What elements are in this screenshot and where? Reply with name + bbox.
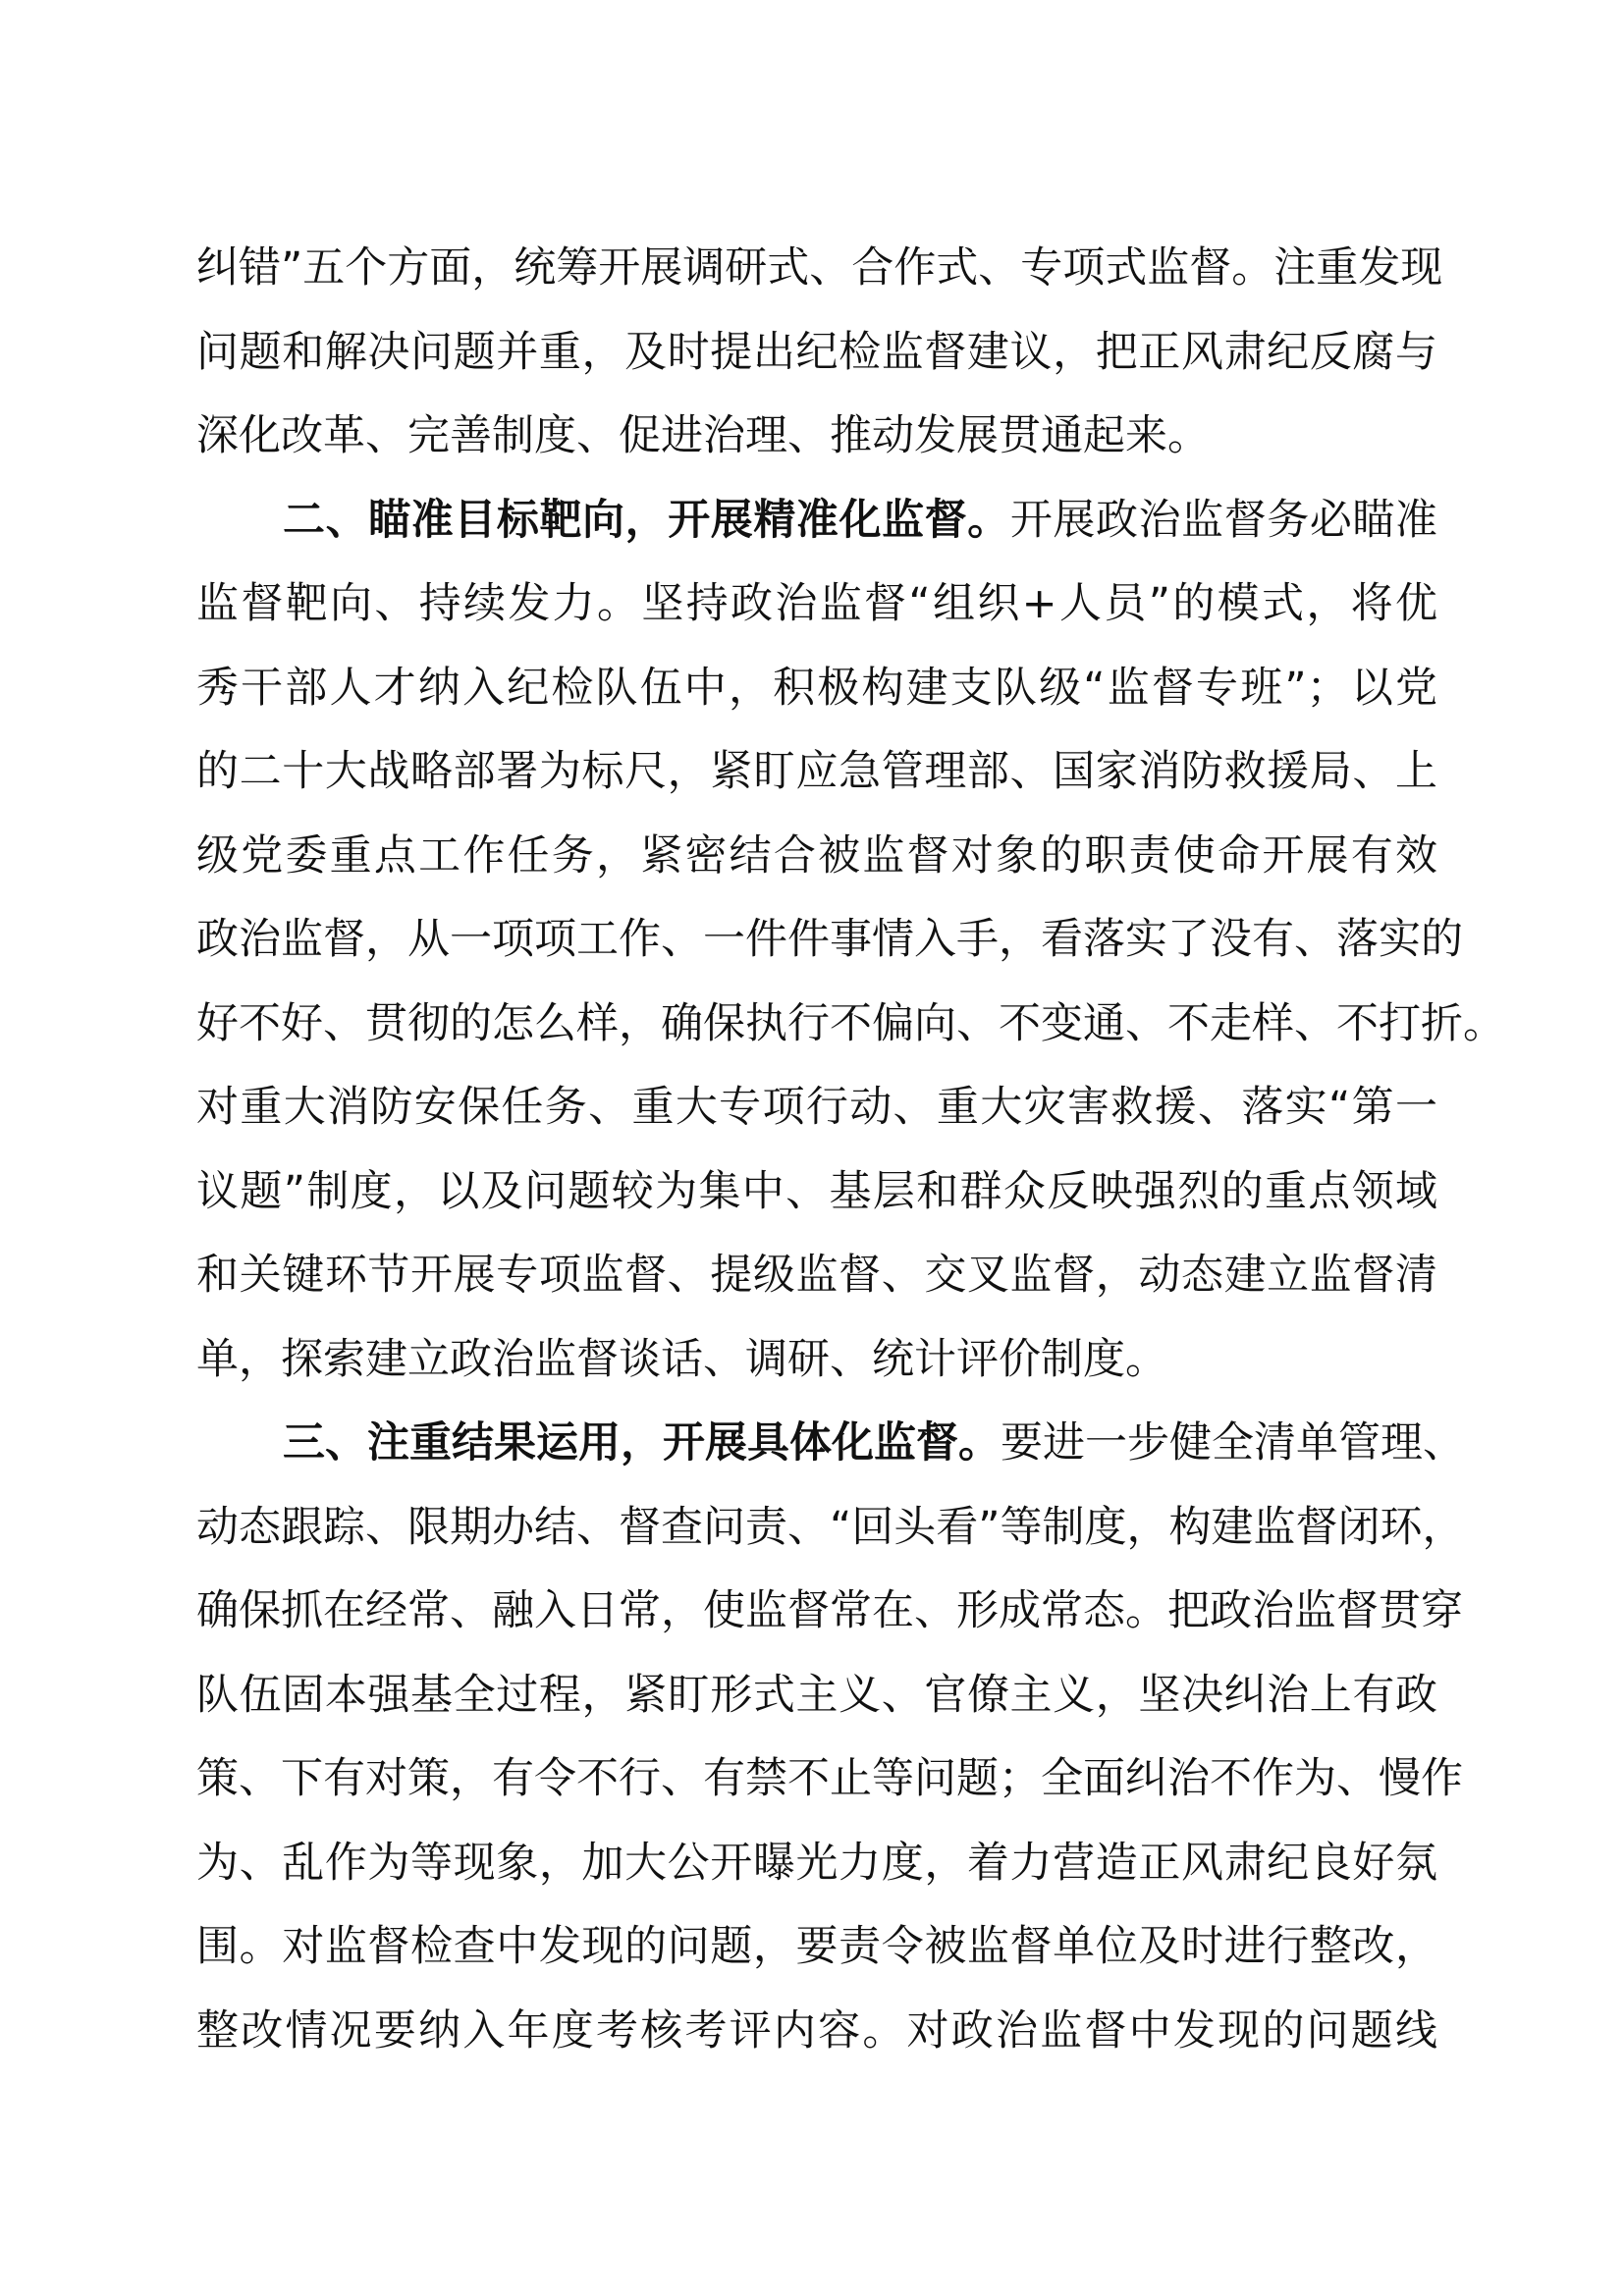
heading-line bbox=[196, 479, 1437, 563]
text-line: 级党委重点工作任务，紧密结合被监督对象的职责使命开展有效 bbox=[196, 830, 1437, 881]
text-line: 确保抓在经常、融入日常，使监督常在、形成常态。把政治监督贯穿 bbox=[196, 1586, 1463, 1635]
paragraph-2 bbox=[196, 479, 1505, 1403]
text-line: 单，探索建立政治监督谈话、调研、统计评价制度。 bbox=[196, 1334, 1167, 1384]
text-line: 围。对监督检查中发现的问题，要责令被监督单位及时进行整改， bbox=[196, 1922, 1437, 1971]
text-line: 整改情况要纳入年度考核考评内容。对政治监督中发现的问题线 bbox=[196, 2005, 1437, 2056]
text-line: 队伍固本强基全过程，紧盯形式主义、官僚主义，坚决纠治上有政 bbox=[196, 1670, 1437, 1720]
text-line: 问题和解决问题并重，及时提出纪检监督建议，把正风肃纪反腐与 bbox=[196, 327, 1437, 377]
text-span: 开展政治监督务必瞄准 bbox=[1009, 495, 1438, 545]
text-line: 动态跟踪、限期办结、督查问责、“回头看”等制度，构建监督闭环， bbox=[196, 1502, 1465, 1552]
text-span: 要进一步健全清单管理、 bbox=[1001, 1418, 1465, 1468]
document-page bbox=[196, 227, 1505, 2073]
text-line: 秀干部人才纳入纪检队伍中，积极构建支队级“监督专班”；以党 bbox=[196, 663, 1437, 713]
paragraph-1 bbox=[196, 227, 1443, 479]
text-line: 为、乱作为等现象，加大公开曝光力度，着力营造正风肃纪良好氛 bbox=[196, 1838, 1437, 1888]
text-line: 和关键环节开展专项监督、提级监督、交叉监督，动态建立监督清 bbox=[196, 1251, 1437, 1300]
paragraph-3 bbox=[196, 1402, 1465, 2073]
text-line: 监督靶向、持续发力。坚持政治监督“组织+人员”的模式，将优 bbox=[196, 579, 1437, 628]
text-line: 议题”制度，以及问题较为集中、基层和群众反映强烈的重点领域 bbox=[196, 1166, 1437, 1216]
section-heading: 三、注重结果运用，开展具体化监督。 bbox=[283, 1418, 1001, 1468]
text-line: 对重大消防安保任务、重大专项行动、重大灾害救援、落实“第一 bbox=[196, 1083, 1437, 1132]
heading-line bbox=[196, 1402, 1465, 1486]
text-line: 深化改革、完善制度、促进治理、推动发展贯通起来。 bbox=[196, 411, 1210, 460]
text-line: 纠错”五个方面，统筹开展调研式、合作式、专项式监督。注重发现 bbox=[196, 243, 1443, 293]
section-heading: 二、瞄准目标靶向，开展精准化监督。 bbox=[283, 495, 1010, 545]
text-line: 政治监督，从一项项工作、一件件事情入手，看落实了没有、落实的 bbox=[196, 915, 1463, 964]
text-line: 策、下有对策，有令不行、有禁不止等问题；全面纠治不作为、慢作 bbox=[196, 1754, 1463, 1803]
text-line: 的二十大战略部署为标尺，紧盯应急管理部、国家消防救援局、上 bbox=[196, 747, 1437, 796]
text-line: 好不好、贯彻的怎么样，确保执行不偏向、不变通、不走样、不打折。 bbox=[196, 998, 1505, 1048]
